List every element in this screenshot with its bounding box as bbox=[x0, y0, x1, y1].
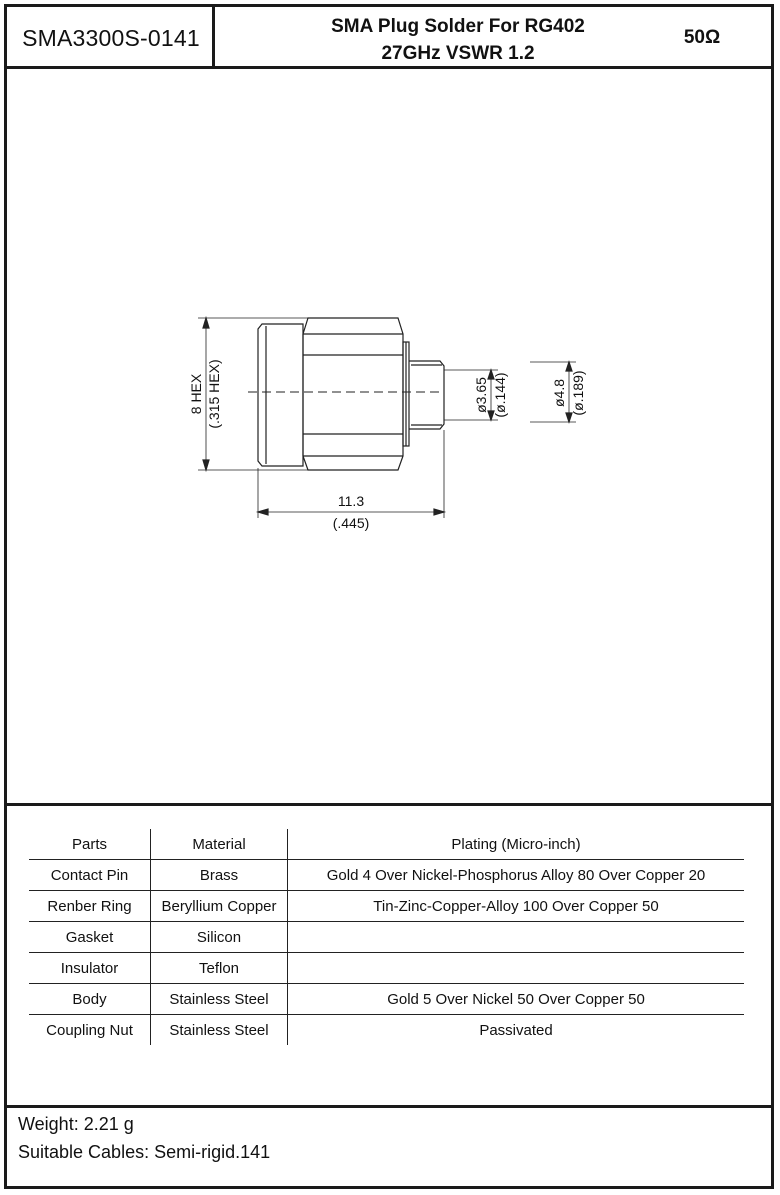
table-row bbox=[29, 953, 744, 984]
table-row bbox=[29, 860, 744, 891]
cell-plating: Gold 5 Over Nickel 50 Over Copper 50 bbox=[387, 990, 645, 1008]
cell-material: Brass bbox=[151, 860, 288, 891]
table-row bbox=[29, 891, 744, 922]
cell-part: Coupling Nut bbox=[29, 1015, 151, 1046]
header-material: Material bbox=[151, 829, 288, 860]
hex-body-outline bbox=[303, 318, 403, 470]
solder-tail-outline bbox=[409, 361, 444, 429]
cell-plating: Tin-Zinc-Copper-Alloy 100 Over Copper 50 bbox=[373, 897, 659, 915]
materials-table bbox=[29, 829, 744, 1045]
cell-material: Silicon bbox=[151, 922, 288, 953]
header-parts: Parts bbox=[29, 829, 151, 860]
diameter2-in: (ø.189) bbox=[570, 370, 586, 416]
table-row bbox=[29, 1015, 744, 1046]
length-dim-in: (.445) bbox=[332, 515, 370, 531]
impedance-label: 50Ω bbox=[683, 27, 721, 48]
hex-dim-mm: 8 HEX bbox=[188, 373, 204, 415]
cell-plating bbox=[288, 953, 745, 984]
cell-material: Teflon bbox=[151, 953, 288, 984]
table-header-row bbox=[29, 829, 744, 860]
title-line-1: SMA Plug Solder For RG402 bbox=[331, 16, 585, 37]
cell-part: Renber Ring bbox=[29, 891, 151, 922]
length-dim-mm: 11.3 bbox=[337, 493, 365, 509]
diameter1-mm: ø3.65 bbox=[473, 377, 489, 413]
cell-plating bbox=[288, 922, 745, 953]
cell-part: Contact Pin bbox=[29, 860, 151, 891]
nut-rear-outline bbox=[258, 324, 303, 466]
title-line-2: 27GHz VSWR 1.2 bbox=[381, 43, 535, 64]
weight-label: Weight: 2.21 g bbox=[18, 1114, 134, 1134]
cell-material: Stainless Steel bbox=[151, 1015, 288, 1046]
cell-plating: Gold 4 Over Nickel-Phosphorus Alloy 80 Over Copper 20 bbox=[326, 866, 706, 884]
table-row bbox=[29, 922, 744, 953]
part-number: SMA3300S-0141 bbox=[22, 24, 200, 51]
cell-part: Gasket bbox=[29, 922, 151, 953]
cell-part: Insulator bbox=[29, 953, 151, 984]
cell-material: Stainless Steel bbox=[151, 984, 288, 1015]
suitable-cables-label: Suitable Cables: Semi-rigid.141 bbox=[18, 1142, 271, 1162]
header-plating: Plating (Micro-inch) bbox=[451, 835, 581, 853]
cell-part: Body bbox=[29, 984, 151, 1015]
diameter1-in: (ø.144) bbox=[492, 372, 508, 418]
cell-material: Beryllium Copper bbox=[151, 891, 288, 922]
cell-plating: Passivated bbox=[479, 1021, 553, 1039]
hex-dim-in: (.315 HEX) bbox=[206, 359, 222, 429]
diameter2-mm: ø4.8 bbox=[551, 378, 567, 408]
table-row bbox=[29, 984, 744, 1015]
